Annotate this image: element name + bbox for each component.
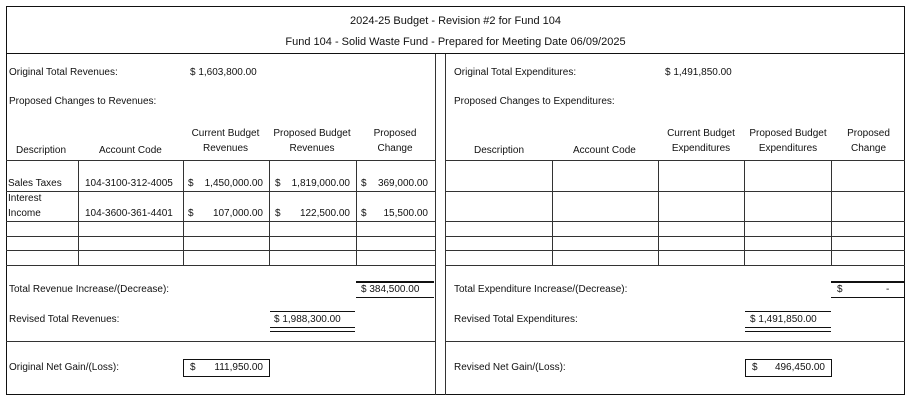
rev-grid-line: [6, 236, 435, 237]
original-revenues-value: $ 1,603,800.00: [190, 67, 257, 78]
rev-col-description: Description: [16, 145, 67, 156]
exp-col-current-2: Expenditures: [671, 143, 731, 154]
exp-grid-line: [445, 191, 905, 192]
rev-row-change-currency: $: [361, 178, 367, 189]
original-expenditures-label: Original Total Expenditures:: [454, 67, 577, 78]
rev-row-current: 1,450,000.00: [204, 178, 263, 189]
rev-row-description: Income: [8, 208, 41, 219]
exp-col-description: Description: [474, 145, 525, 156]
rev-col-proposed-2: Revenues: [289, 143, 335, 154]
revised-net-label: Revised Net Gain/(Loss):: [454, 362, 566, 373]
rev-total-change-value: $ 384,500.00: [361, 284, 420, 295]
exp-total-change-currency: $: [837, 284, 843, 295]
exp-col-current-1: Current Budget: [667, 128, 735, 139]
exp-col-change-1: Proposed: [847, 128, 890, 139]
revised-net-value: 496,450.00: [774, 362, 825, 373]
rev-col-change-1: Proposed: [373, 128, 417, 139]
report-subtitle: Fund 104 - Solid Waste Fund - Prepared for Meeting Date 06/09/2025: [285, 36, 626, 48]
original-net-value: 111,950.00: [214, 362, 263, 373]
rev-grid-line: [6, 221, 435, 222]
exp-col-account-code: Account Code: [573, 145, 636, 156]
rev-grid-col: [269, 160, 270, 265]
rev-row-account: 104-3100-312-4005: [85, 178, 173, 189]
original-net-label: Original Net Gain/(Loss):: [9, 362, 120, 373]
header-divider: [6, 53, 905, 54]
rev-grid-col: [356, 160, 357, 265]
original-revenues-label: Original Total Revenues:: [9, 67, 118, 78]
rev-row-proposed-currency: $: [275, 178, 281, 189]
exp-grid-line: [445, 265, 905, 266]
exp-grid-line: [445, 221, 905, 222]
rev-row-proposed: 1,819,000.00: [291, 178, 350, 189]
proposed-revenues-label: Proposed Changes to Revenues:: [9, 96, 157, 107]
rev-row-current-currency: $: [188, 178, 194, 189]
report-title: 2024-25 Budget - Revision #2 for Fund 104: [350, 15, 561, 27]
rev-grid-line: [6, 250, 435, 251]
rev-row-description: Interest: [8, 193, 42, 204]
revised-revenues-overline: [270, 311, 355, 312]
revised-revenues-value: $ 1,988,300.00: [274, 314, 341, 325]
revised-net-currency: $: [752, 362, 758, 373]
rev-col-current-2: Revenues: [202, 143, 249, 154]
exp-total-change-label: Total Expenditure Increase/(Decrease):: [454, 284, 628, 295]
rev-row-account: 104-3600-361-4401: [85, 208, 173, 219]
rev-total-change-label: Total Revenue Increase/(Decrease):: [9, 284, 170, 295]
exp-grid-col: [831, 160, 832, 265]
revised-expenditures-label: Revised Total Expenditures:: [454, 314, 578, 325]
exp-grid-col: [658, 160, 659, 265]
rev-row-current: 107,000.00: [212, 208, 263, 219]
rev-total-rule: [356, 281, 434, 283]
exp-grid-col: [744, 160, 745, 265]
revised-revenues-double-underline: [270, 327, 355, 332]
rev-row-change-currency: $: [361, 208, 367, 219]
center-divider-2: [445, 54, 446, 395]
revised-revenues-label: Revised Total Revenues:: [9, 314, 120, 325]
rev-section-divider: [6, 341, 435, 342]
rev-row-proposed: 122,500.00: [299, 208, 350, 219]
rev-row-current-currency: $: [188, 208, 194, 219]
rev-grid-line: [6, 265, 435, 266]
original-expenditures-value: $ 1,491,850.00: [665, 67, 732, 78]
rev-row-change: 369,000.00: [377, 178, 428, 189]
exp-grid-line: [445, 160, 905, 161]
exp-grid-line: [445, 236, 905, 237]
exp-col-proposed-2: Expenditures: [758, 143, 818, 154]
proposed-expenditures-label: Proposed Changes to Expenditures:: [454, 96, 615, 107]
rev-col-change-2: Change: [377, 143, 413, 154]
revised-expenditures-overline: [745, 311, 831, 312]
revised-expenditures-double-underline: [745, 327, 831, 332]
rev-col-current-1: Current Budget: [191, 128, 260, 139]
exp-total-rule: [831, 281, 905, 283]
rev-total-underline: [356, 297, 434, 298]
rev-grid-col: [78, 160, 79, 265]
exp-col-proposed-1: Proposed Budget: [749, 128, 827, 139]
exp-total-underline: [831, 297, 905, 298]
original-net-currency: $: [190, 362, 196, 373]
revised-expenditures-value: $ 1,491,850.00: [750, 314, 817, 325]
exp-grid-col: [552, 160, 553, 265]
exp-section-divider: [445, 341, 905, 342]
rev-grid-line: [6, 191, 435, 192]
center-divider: [435, 54, 436, 395]
exp-total-change-value: -: [886, 284, 890, 295]
exp-grid-line: [445, 250, 905, 251]
rev-col-proposed-1: Proposed Budget: [273, 128, 351, 139]
rev-grid-col: [183, 160, 184, 265]
rev-col-account-code: Account Code: [99, 145, 162, 156]
report-frame: [6, 6, 905, 395]
rev-row-description: Sales Taxes: [8, 178, 62, 189]
rev-row-proposed-currency: $: [275, 208, 281, 219]
rev-grid-line: [6, 160, 435, 161]
exp-col-change-2: Change: [850, 143, 887, 154]
rev-row-change: 15,500.00: [383, 208, 428, 219]
